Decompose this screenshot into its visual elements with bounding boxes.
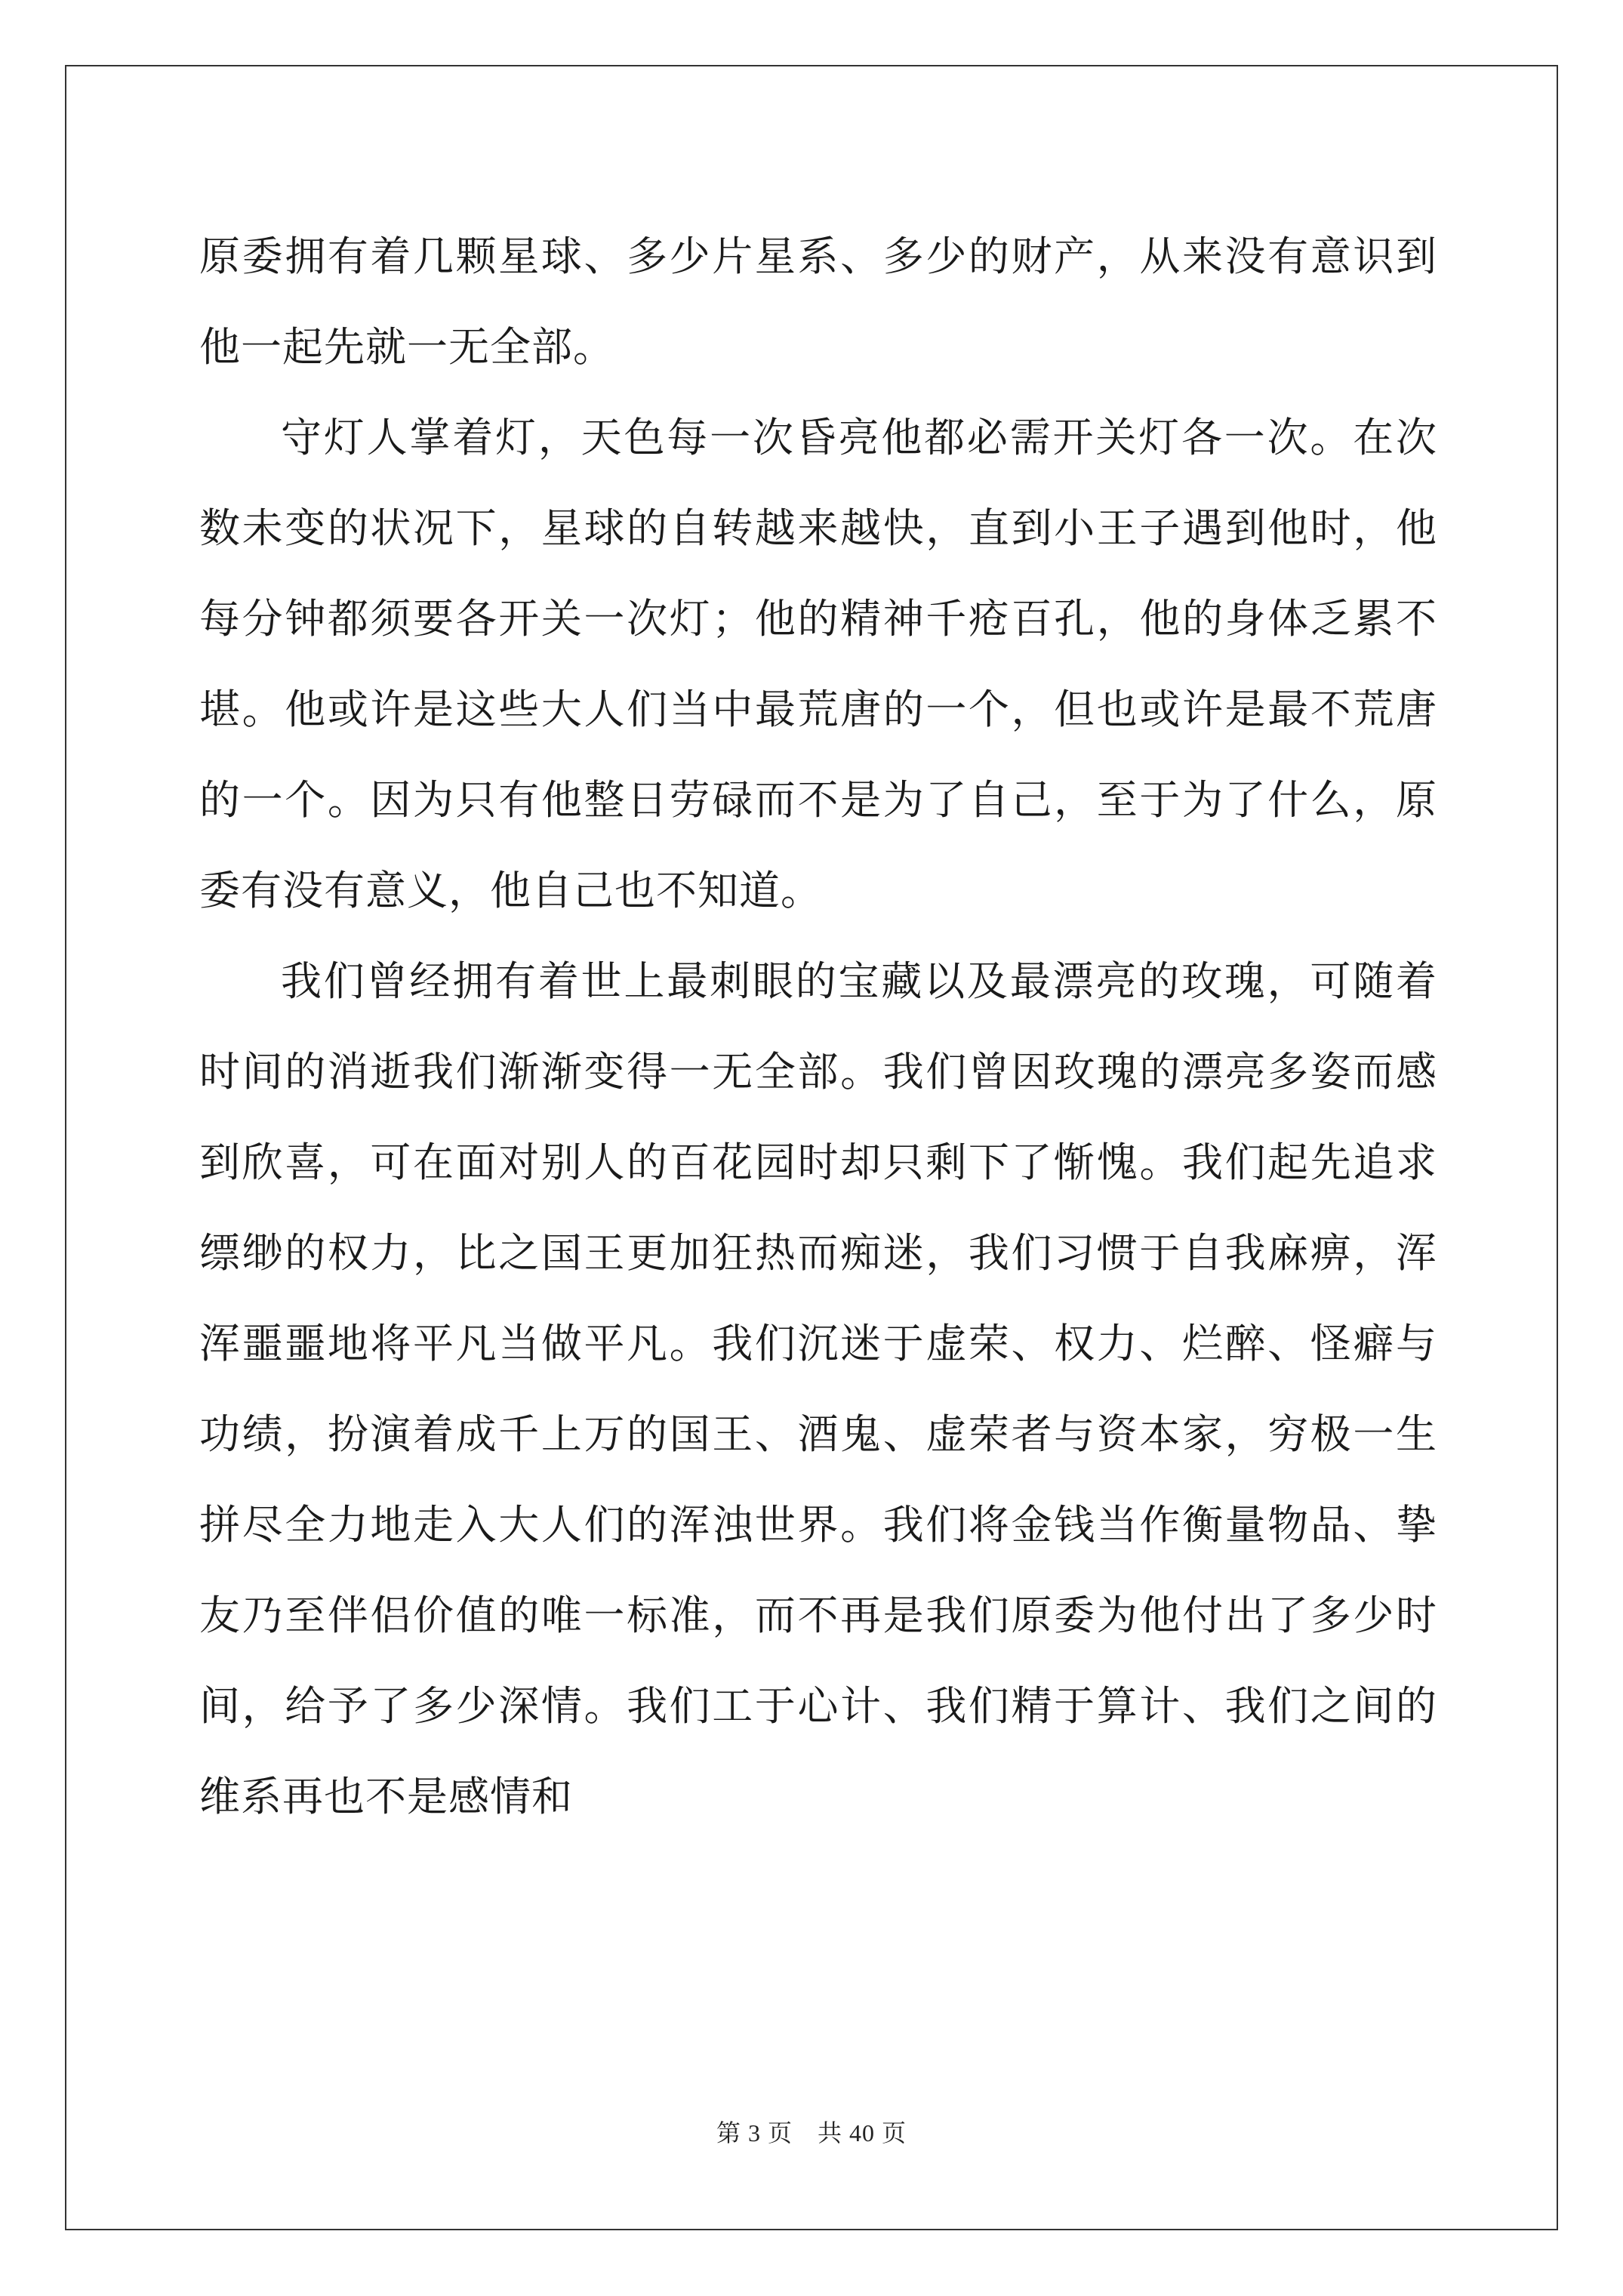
- paragraph-reflection: 我们曾经拥有着世上最刺眼的宝藏以及最漂亮的玫瑰，可随着时间的消逝我们渐渐变得一无全部。我们曾因玫瑰的漂亮多姿而感到欣喜，可在面对别人的百花园时却只剩下了惭愧。我们起先追求缥缈的权力，比之国王更加狂热而痴迷，我们习惯于自我麻痹，浑浑噩噩地将平凡当做平凡。我们沉迷于虚荣、权力、烂醉、怪癖与功绩，扮演着成千上万的国王、酒鬼、虚荣者与资本家，穷极一生拼尽全力地走入大人们的浑浊世界。我们将金钱当作衡量物品、挚友乃至伴侣价值的唯一标准，而不再是我们原委为他付出了多少时间，给予了多少深情。我们工于心计、我们精于算计、我们之间的维系再也不是感情和: [199, 957, 1437, 1820]
- paragraph-continuation: 原委拥有着几颗星球、多少片星系、多少的财产，从来没有意识到他一起先就一无全部。: [199, 233, 1437, 371]
- document-body: [199, 211, 1437, 1842]
- page-number-footer: 第 3 页 共 40 页: [716, 2119, 907, 2147]
- paragraph-lamplighter: 守灯人掌着灯，天色每一次昏亮他都必需开关灯各一次。在次数未变的状况下，星球的自转越来越快，直到小王子遇到他时，他每分钟都须要各开关一次灯；他的精神千疮百孔，他的身体乏累不堪。他或许是这些大人们当中最荒唐的一个，但也或许是最不荒唐的一个。因为只有他整日劳碌而不是为了自己，至于为了什么，原委有没有意义，他自己也不知道。: [199, 414, 1437, 914]
